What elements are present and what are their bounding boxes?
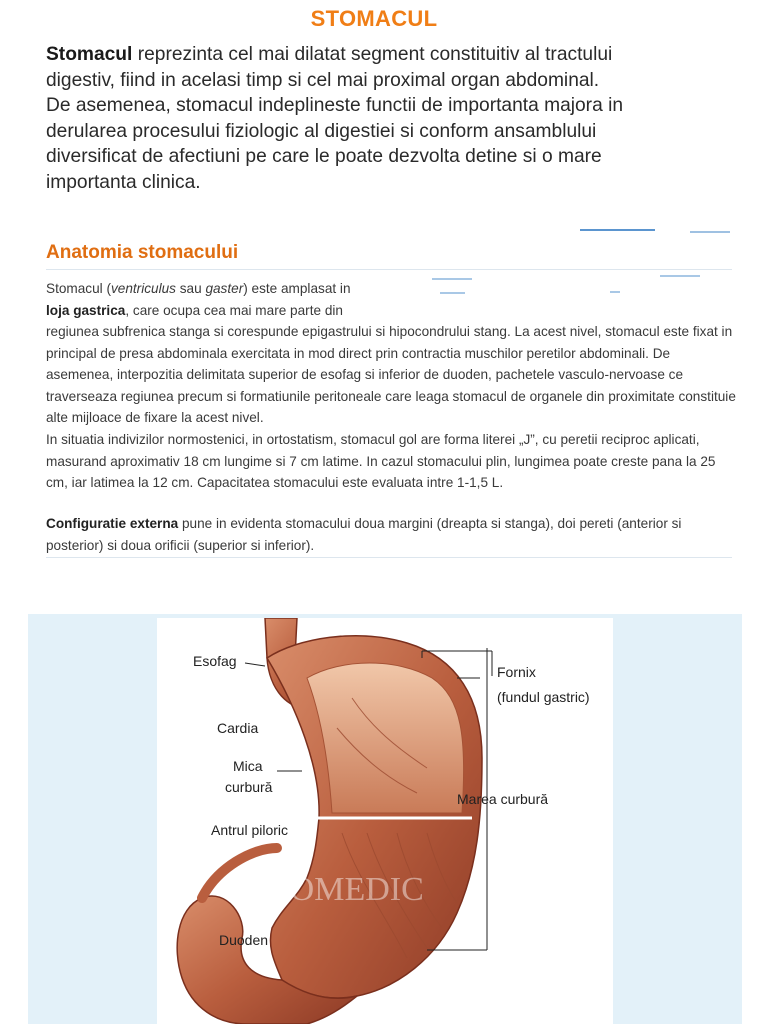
label-mica: Mica (233, 758, 263, 774)
paragraph-external-config (46, 513, 736, 556)
decorative-dot (660, 275, 700, 277)
section-divider (46, 269, 732, 270)
text-bold: Configuratie externa (46, 516, 179, 531)
label-fornix: Fornix (497, 664, 536, 680)
section-divider (46, 557, 732, 558)
decorative-line (690, 231, 730, 233)
section-title: Anatomia stomacului (46, 242, 239, 263)
label-marea-curbura: Marea curbură (457, 791, 549, 807)
decorative-dot (432, 278, 472, 280)
decorative-dot (610, 291, 620, 293)
label-cardia: Cardia (217, 720, 259, 736)
stomach-lining (307, 663, 464, 813)
paragraph-shape: In situatia indivizilor normostenici, in ortostatism, stomacul gol are forma literei „J”, cu peretii reciproc aplicati, masurand aproximativ 18 cm lungime si 7 cm latime. In cazul stomacului plin, lungimea poate creste pana la 25 cm, iar latimea la 12 cm. Capacitatea stomacului este evaluata intre 1-1,5 L. (46, 431, 716, 491)
duodenum-tube (202, 848, 277, 898)
intro-lead: Stomacul (46, 44, 133, 65)
text-italic: gaster (205, 281, 244, 296)
label-fundul-gastric: (fundul gastric) (497, 689, 590, 705)
decorative-line (580, 229, 655, 231)
decorative-dot (440, 292, 465, 294)
text-run: Stomacul ( (46, 281, 111, 296)
text-run: regiunea subfrenica stanga si corespunde epigastrului si hipocondrului stang. La acest nivel, stomacul este fixat in principal de presa abdominala exercitata in mod direct prin contractia muschilor peretilor abdominali. De asemenea, interpozitia delimitata superior de esofag si inferior de duoden, pachetele vasculo-nervoase ce traverseaza regiunea precum si formatiunile peritoneale care leaga stomacul de organele din proximitate constituie alte mijloace de fixare la acest nivel. (46, 324, 736, 426)
text-run: , care ocupa cea mai mare parte din (125, 302, 343, 318)
text-run: sau (175, 281, 206, 296)
watermark: ROMEDIC (267, 871, 424, 908)
intro-paragraph (46, 42, 626, 196)
page-title: STOMACUL (310, 6, 438, 31)
label-esofag: Esofag (193, 653, 237, 669)
text-bold: loja gastrica (46, 302, 126, 318)
text-run: ) este amplasat in (243, 281, 351, 296)
text-italic: ventriculus (110, 281, 176, 296)
paragraph-anatomy (46, 321, 736, 494)
paragraph-anatomy-intro (46, 278, 406, 321)
label-duoden: Duoden (219, 932, 269, 948)
stomach-figure (157, 618, 613, 1024)
label-antrul-piloric: Antrul piloric (211, 822, 289, 838)
stomach-illustration (157, 618, 613, 1024)
intro-text: reprezinta cel mai dilatat segment constituitiv al tractului digestiv, fiind in acelasi timp si cel mai proximal organ abdominal. De asemenea, stomacul indeplineste functii de importanta majora in derularea procesului fiziologic al digestiei si conform ansamblului diversificat de afectiuni pe care le poate dezvolta detine si o mare importanta clinica. (46, 44, 624, 193)
label-curbura: curbură (225, 779, 273, 795)
text-run: pune in evidenta stomacului doua margini (dreapta si stanga), doi pereti (anterior si posterior) si doua orificii (superior si inferior). (46, 516, 682, 553)
